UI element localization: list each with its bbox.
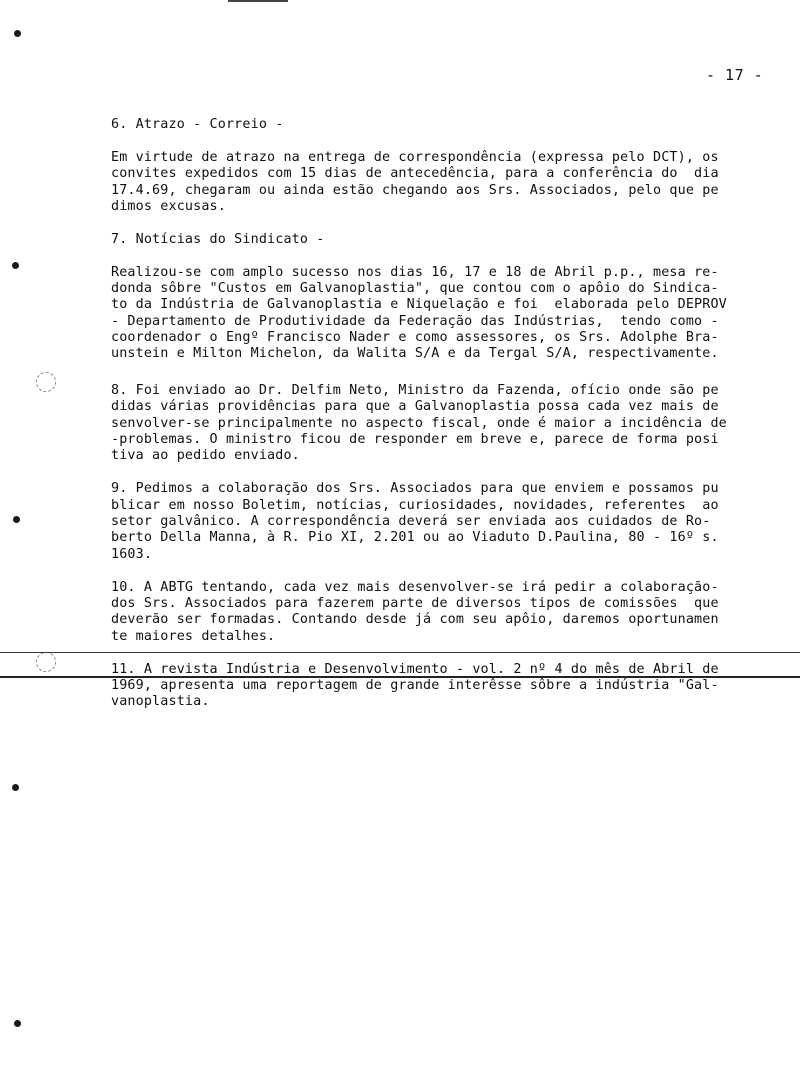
text-line: 9. Pedimos a colaboração dos Srs. Associados para que enviem e possamos pu <box>111 481 719 497</box>
text-line: senvolver-se principalmente no aspecto fiscal, onde é maior a incidência de <box>111 415 727 431</box>
text-line: 1603. <box>111 546 153 562</box>
text-line: dimos excusas. <box>111 198 226 214</box>
text-line: donda sôbre "Custos em Galvanoplastia", que contou com o apôio do Sindica- <box>111 280 719 296</box>
paragraph-item-10 <box>111 580 767 646</box>
text-line: 17.4.69, chegaram ou ainda estão chegando aos Srs. Associados, pelo que pe <box>111 182 719 198</box>
paragraph-item-8 <box>111 383 767 465</box>
paragraph-item-11 <box>111 662 767 711</box>
text-line: dos Srs. Associados para fazerem parte de diversos tipos de comissões que <box>111 595 719 611</box>
text-line: Em virtude de atrazo na entrega de correspondência (expressa pelo DCT), os <box>111 149 719 165</box>
text-line: convites expedidos com 15 dias de antecedência, para a conferência do dia <box>111 166 719 182</box>
text-line: tiva ao pedido enviado. <box>111 448 300 464</box>
text-line: 8. Foi enviado ao Dr. Delfim Neto, Ministro da Fazenda, ofício onde são pe <box>111 382 719 398</box>
text-line: setor galvânico. A correspondência deverá ser enviada aos cuidados de Ro- <box>111 513 711 529</box>
punch-hole-mark <box>13 516 20 523</box>
fold-rule <box>0 676 800 678</box>
text-line: didas várias providências para que a Galvanoplastia possa cada vez mais de <box>111 399 719 415</box>
top-edge-mark <box>228 0 288 2</box>
text-line: Realizou-se com amplo sucesso nos dias 16, 17 e 18 de Abril p.p., mesa re- <box>111 264 719 280</box>
paragraph-noticias <box>111 265 767 363</box>
text-line: blicar em nosso Boletim, notícias, curiosidades, novidades, referentes ao <box>111 497 719 513</box>
heading-line: 7. Notícias do Sindicato - <box>111 231 325 247</box>
scan-ring-mark <box>36 652 56 672</box>
document-body <box>111 117 767 711</box>
punch-hole-mark <box>12 262 19 269</box>
punch-hole-mark <box>14 30 21 37</box>
text-line: - Departamento de Produtividade da Federação das Indústrias, tendo como - <box>111 313 719 329</box>
text-line: unstein e Milton Michelon, da Walita S/A e da Tergal S/A, respectivamente. <box>111 346 719 362</box>
paragraph-item-9 <box>111 481 767 563</box>
text-line: vanoplastia. <box>111 694 210 710</box>
punch-hole-mark <box>14 1020 21 1027</box>
paragraph-atrazo <box>111 150 767 216</box>
scan-ring-mark <box>36 372 56 392</box>
text-line: 1969, apresenta uma reportagem de grande interêsse sôbre a indústria "Gal- <box>111 677 719 693</box>
text-line: 10. A ABTG tentando, cada vez mais desenvolver-se irá pedir a colaboração- <box>111 579 719 595</box>
text-line: coordenador o Engº Francisco Nader e como assessores, os Srs. Adolphe Bra- <box>111 330 719 346</box>
text-line: berto Della Manna, à R. Pio XI, 2.201 ou ao Viaduto D.Paulina, 80 - 16º s. <box>111 530 719 546</box>
text-line: -problemas. O ministro ficou de responder em breve e, parece de forma posi <box>111 432 719 448</box>
punch-hole-mark <box>12 784 19 791</box>
text-line: te maiores detalhes. <box>111 628 276 644</box>
text-line: deverão ser formadas. Contando desde já com seu apôio, daremos oportunamen <box>111 612 719 628</box>
text-line: to da Indústria de Galvanoplastia e Niquelação e foi elaborada pelo DEPROV <box>111 297 727 313</box>
section-heading-noticias <box>111 232 767 248</box>
section-heading-atrazo <box>111 117 767 133</box>
fold-rule <box>0 652 800 653</box>
page-number: - 17 - <box>706 66 764 84</box>
heading-line: 6. Atrazo - Correio - <box>111 117 284 132</box>
text-line: 11. A revista Indústria e Desenvolvimento - vol. 2 nº 4 do mês de Abril de <box>111 661 719 677</box>
